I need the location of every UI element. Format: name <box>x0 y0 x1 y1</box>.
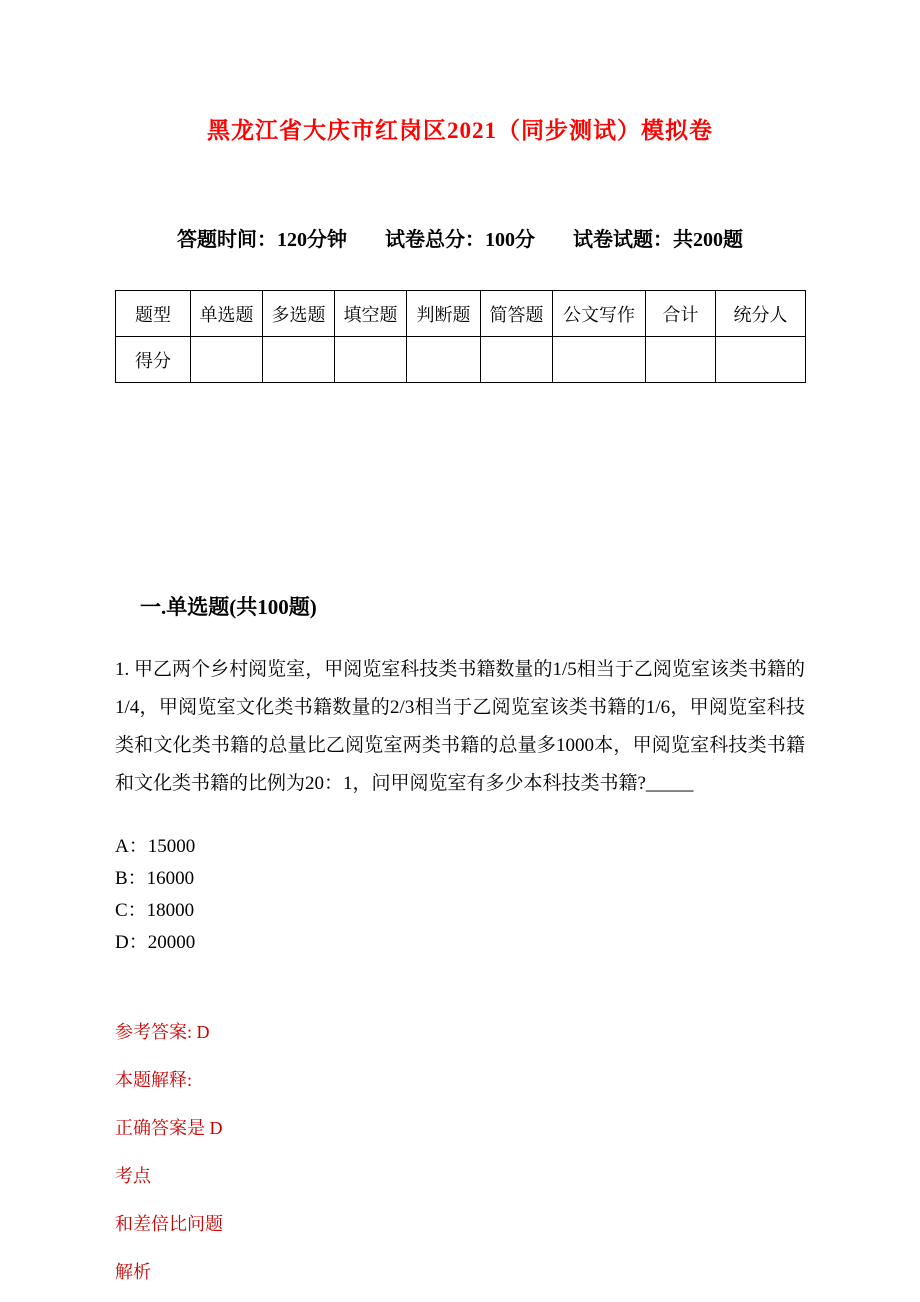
reference-answer: 参考答案: D <box>115 1022 210 1042</box>
header-cell-fill-blank: 填空题 <box>335 291 407 337</box>
correct-answer: 正确答案是 D <box>115 1118 223 1138</box>
header-cell-question-type: 题型 <box>116 291 191 337</box>
section-heading: 一.单选题(共100题) <box>140 595 317 619</box>
score-cell-empty <box>335 337 407 383</box>
header-cell-official-writing: 公文写作 <box>553 291 646 337</box>
header-cell-multi-choice: 多选题 <box>263 291 335 337</box>
question-text: 1. 甲乙两个乡村阅览室，甲阅览室科技类书籍数量的1/5相当于乙阅览室该类书籍的1/4，甲阅览室文化类书籍数量的2/3相当于乙阅览室该类书籍的1/6，甲阅览室科技类和文化类书籍的总量比乙阅览室两类书籍的总量多1000本，甲阅览室科技类书籍和文化类书籍的比例为20：1，问甲阅览室有多少本科技类书籍?_____ <box>115 659 805 794</box>
header-cell-total: 合计 <box>646 291 716 337</box>
score-cell-empty <box>191 337 263 383</box>
header-cell-short-answer: 简答题 <box>481 291 553 337</box>
question-count: 试卷试题：共200题 <box>573 229 743 251</box>
exam-point-topic: 和差倍比问题 <box>115 1214 223 1234</box>
score-cell-empty <box>553 337 646 383</box>
explanation-label: 本题解释: <box>115 1070 193 1090</box>
score-row-label: 得分 <box>116 337 191 383</box>
table-row-header <box>116 291 806 337</box>
answer-block <box>115 1021 805 1283</box>
header-cell-true-false: 判断题 <box>407 291 481 337</box>
option-c: C：18000 <box>115 900 195 921</box>
score-cell-empty <box>263 337 335 383</box>
score-cell-empty <box>646 337 716 383</box>
table-row-score <box>116 337 806 383</box>
exam-point-label: 考点 <box>115 1166 151 1186</box>
score-cell-empty <box>407 337 481 383</box>
total-score: 试卷总分：100分 <box>385 229 535 251</box>
option-b: B：16000 <box>115 868 195 889</box>
analysis-label: 解析 <box>115 1262 151 1282</box>
page-title: 黑龙江省大庆市红岗区2021（同步测试）模拟卷 <box>207 118 713 143</box>
option-d: D：20000 <box>115 932 196 953</box>
options-list <box>115 831 805 959</box>
score-cell-empty <box>716 337 806 383</box>
header-cell-single-choice: 单选题 <box>191 291 263 337</box>
score-table <box>115 290 806 383</box>
exam-meta-line <box>115 223 805 252</box>
answer-time: 答题时间：120分钟 <box>177 229 347 251</box>
header-cell-scorer: 统分人 <box>716 291 806 337</box>
score-cell-empty <box>481 337 553 383</box>
option-a: A：15000 <box>115 836 196 857</box>
